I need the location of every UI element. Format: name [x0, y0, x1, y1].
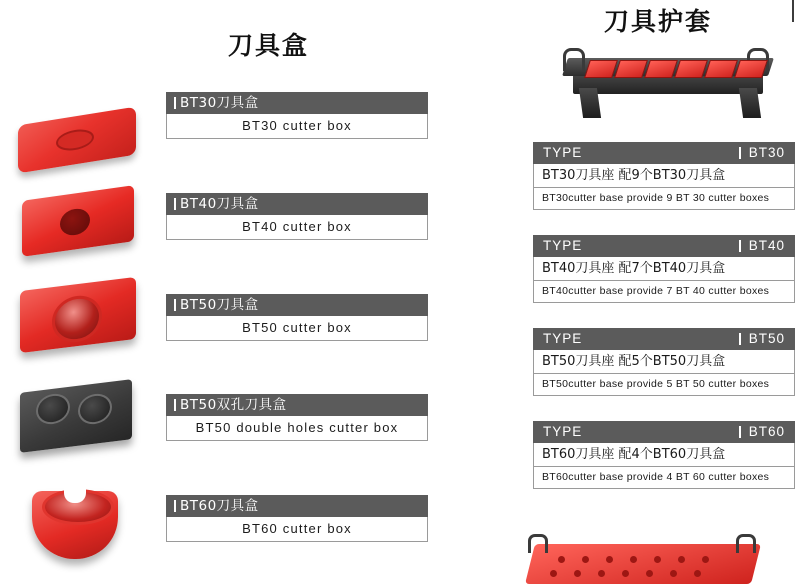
spec-type-label-bt30: TYPE — [543, 145, 583, 160]
spec-type-label-bt50: TYPE — [543, 331, 583, 346]
cutter-base-rack-bottom-image — [510, 534, 770, 580]
product-labels-bt60 — [166, 495, 428, 542]
spec-en-bt40: BT40cutter base provide 7 BT 40 cutter boxes — [533, 281, 795, 303]
product-label-cn-bt50-double: BT50双孔刀具盒 — [166, 394, 428, 416]
left-section-heading: 刀具盒 — [228, 31, 310, 60]
spec-model-bt40: BT40 — [739, 235, 785, 257]
right-section-heading: 刀具护套 — [604, 7, 713, 36]
spec-en-bt30: BT30cutter base provide 9 BT 30 cutter boxes — [533, 188, 795, 210]
product-labels-bt40 — [166, 193, 428, 240]
product-label-en-bt50-double: BT50 double holes cutter box — [166, 416, 428, 441]
spec-card-bt60 — [533, 421, 795, 489]
spec-model-bt60: BT60 — [739, 421, 785, 443]
product-label-en-bt30: BT30 cutter box — [166, 114, 428, 139]
spec-card-bt40 — [533, 235, 795, 303]
product-label-en-bt60: BT60 cutter box — [166, 517, 428, 542]
spec-type-header-bt60 — [533, 421, 795, 443]
spec-en-bt50: BT50cutter base provide 5 BT 50 cutter boxes — [533, 374, 795, 396]
spec-cn-bt60: BT60刀具座 配4个BT60刀具盒 — [533, 443, 795, 467]
product-label-cn-bt30: BT30刀具盒 — [166, 92, 428, 114]
product-labels-bt50-double — [166, 394, 428, 441]
spec-type-header-bt30 — [533, 142, 795, 164]
product-label-cn-bt40: BT40刀具盒 — [166, 193, 428, 215]
spec-cn-bt30: BT30刀具座 配9个BT30刀具盒 — [533, 164, 795, 188]
spec-card-bt30 — [533, 142, 795, 210]
spec-model-bt50: BT50 — [739, 328, 785, 350]
product-label-en-bt40: BT40 cutter box — [166, 215, 428, 240]
spec-cn-bt50: BT50刀具座 配5个BT50刀具盒 — [533, 350, 795, 374]
bt30-cutter-box-image — [10, 102, 140, 182]
cutter-base-rack-image — [535, 36, 785, 122]
spec-type-label-bt60: TYPE — [543, 424, 583, 439]
bt50-double-holes-cutter-box-image — [10, 376, 140, 456]
spec-cn-bt40: BT40刀具座 配7个BT40刀具盒 — [533, 257, 795, 281]
spec-en-bt60: BT60cutter base provide 4 BT 60 cutter boxes — [533, 467, 795, 489]
bt60-cutter-box-image — [10, 483, 140, 563]
product-label-en-bt50: BT50 cutter box — [166, 316, 428, 341]
product-label-cn-bt60: BT60刀具盒 — [166, 495, 428, 517]
spec-type-label-bt40: TYPE — [543, 238, 583, 253]
product-labels-bt50 — [166, 294, 428, 341]
spec-type-header-bt40 — [533, 235, 795, 257]
bt50-cutter-box-image — [10, 276, 140, 356]
bt40-cutter-box-image — [10, 183, 140, 263]
product-labels-bt30 — [166, 92, 428, 139]
spec-card-bt50 — [533, 328, 795, 396]
spec-type-header-bt50 — [533, 328, 795, 350]
spec-model-bt30: BT30 — [739, 142, 785, 164]
product-label-cn-bt50: BT50刀具盒 — [166, 294, 428, 316]
corner-mark-icon — [792, 0, 794, 22]
